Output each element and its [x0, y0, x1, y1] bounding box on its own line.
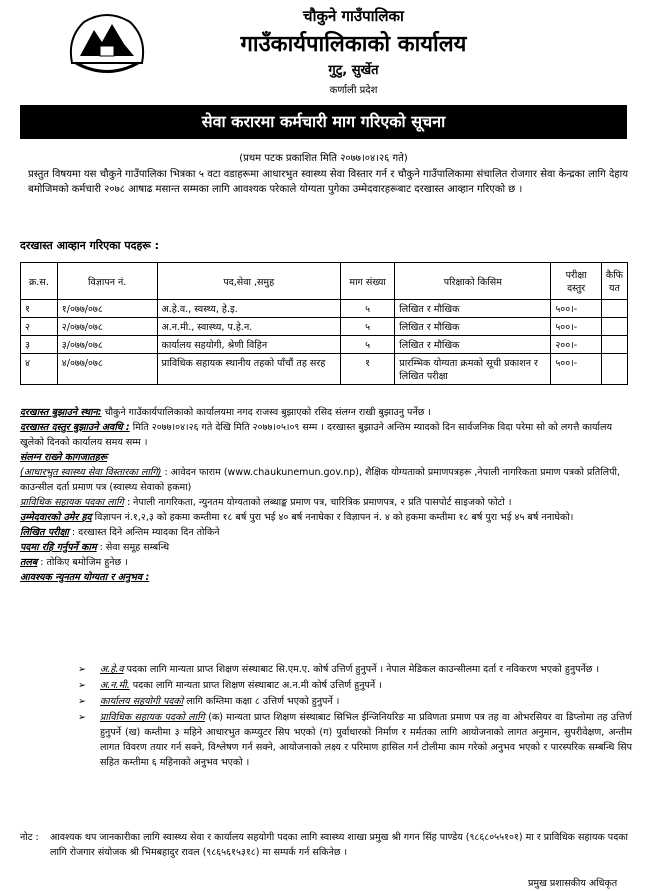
- cell-demand: ५: [340, 318, 394, 336]
- cell-ad-no: २/०७७/०७८: [57, 318, 157, 336]
- arrow-bullet-icon: ➢: [78, 712, 86, 723]
- list-item: ➢ अ.हे.व पदका लागि मान्यता प्राप्त शिक्षण संस्थाबाट सि.एम.ए. कोर्ष उत्तिर्ण हुनुपर्ने । नेपाल मेडिकल काउन्सीलमा दर्ता र नविकरण भएको हुनुपर्नेछ ।: [78, 664, 600, 675]
- job-duty: पदमा रहि गर्नुपर्ने काम : सेवा समूह सम्बन्धि: [20, 542, 170, 553]
- salary: तलब : तोकिए बमोजिम हुनेछ ।: [20, 557, 128, 568]
- cell-post: अ.हे.व., स्वस्थ्य, हे.इ.: [157, 300, 340, 318]
- posts-table: [20, 262, 628, 385]
- posts-subheading: दरखास्त आव्हान गरिएका पदहरू :: [20, 239, 160, 252]
- signatory-title: प्रमुख प्रशासकीय अधिकृत: [528, 878, 618, 889]
- note-section: [20, 830, 628, 860]
- list-item: ➢ प्राविधिक सहायक पदको लागि (क) मान्यता प्राप्त शिक्षण संस्थाबाट सिभिल ईन्जिनियरिङ मा प्रविणता प्रमाण पत्र तह वा ओभरसियर वा डिप्लोमा तह उत्तिर्ण हुनुपर्ने (ख) कम्तीमा ३ महिने आधारभुत कम्प्युटर सिप भएको (ग) पुर्वाधारको निर्माण र मर्मतका लागि आयोजनाको लागत अनुमान, सुपरीवेक्षण, अन्तीम लागत विवरण तयार गर्न सक्ने, विश्लेषण गर्न सक्ने, आयोजनाको लक्ष्य र परिमाण हासिल गर्न टोलीमा काम गरेको अनुभव भएको र पारस्परिक सम्बन्धि सिप सहित कम्तीमा ६ महिनाको अनुभव भएको ।: [78, 712, 632, 768]
- office-location: गुटु, सुर्खेत: [328, 63, 379, 78]
- col-ad-no: विज्ञापन नं.: [57, 263, 157, 300]
- list-item: ➢ अ.न.मी. पदका लागि मान्यता प्राप्त शिक्षण संस्थाबाट अ.न.मी कोर्ष उत्तिर्ण हुनुपर्ने ।: [78, 680, 382, 691]
- arrow-bullet-icon: ➢: [78, 696, 86, 707]
- note-label: नोट :: [20, 832, 39, 843]
- basic-health-docs: (आधारभुत स्वास्थ्य सेवा विस्तारका लागि) : आवेदन फाराम (www.chaukunemun.gov.np), शैक्षिक योग्यताको प्रमाणपत्रहरू ,नेपाली नागरिकता प्रमाण पत्रको प्रतिलिपी, काउन्सील दर्ता प्रमाण पत्र (स्वास्थ्य सेवाको हकमा): [20, 467, 620, 493]
- written-exam: लिखित परीक्षा : दरखास्त दिने अन्तिम म्यादका दिन तोकिने: [20, 527, 220, 538]
- cell-sn: ४: [21, 354, 58, 385]
- arrow-bullet-icon: ➢: [78, 664, 86, 675]
- cell-fee: ५००।-: [551, 300, 602, 318]
- notice-body: [20, 405, 630, 585]
- submit-period: दरखास्त दस्तुर बुझाउने अवधि : मिति २०७७।०४।२६ गते देखि मिति २०७७।०५।०९ सम्म । दरखास्त बुझाउने अन्तिम म्यादको दिन सार्वजनिक विदा परेमा सो को लगत्तै कार्यालय खुलेको दिनको कार्यालय समय सम्म ।: [20, 422, 612, 448]
- cell-fee: ५००।-: [551, 354, 602, 385]
- qualification-heading: आवश्यक न्युनतम योग्यता र अनुभव :: [20, 572, 150, 583]
- tech-assistant-docs: प्राविधिक सहायक पदका लागि : नेपाली नागरिकता, न्युनतम योग्यताको लब्धाङ्क प्रमाण पत्र, चारित्रिक प्रमाणपत्र, २ प्रति पासपोर्ट साइजको फोटो ।: [20, 497, 512, 508]
- cell-remarks: [601, 318, 627, 336]
- cell-ad-no: ४/०७७/०७८: [57, 354, 157, 385]
- cell-sn: १: [21, 300, 58, 318]
- cell-ad-no: १/०७७/०७८: [57, 300, 157, 318]
- cell-exam-type: लिखित र मौखिक: [395, 336, 551, 354]
- cell-demand: १: [340, 354, 394, 385]
- arrow-bullet-icon: ➢: [78, 680, 86, 691]
- col-demand: माग संख्या: [340, 263, 394, 300]
- table-row: [21, 336, 628, 354]
- submit-place: दरखास्त बुझाउने स्थान: चौकुने गाउँकार्यपालिकाको कार्यालयमा नगद राजस्व बुझाएको रसिद संलग्न राखी बुझाउनु पर्नेछ ।: [20, 407, 432, 418]
- table-header-row: [21, 263, 628, 300]
- cell-sn: २: [21, 318, 58, 336]
- letterhead: [0, 0, 647, 100]
- notice-title-banner: सेवा करारमा कर्मचारी माग गरिएको सूचना: [20, 105, 627, 139]
- table-row: [21, 354, 628, 385]
- col-remarks: कैफि यत: [601, 263, 627, 300]
- cell-exam-type: लिखित र मौखिक: [395, 318, 551, 336]
- qualification-list: [78, 662, 632, 771]
- age-limit: उम्मेदवारको उमेर हद विज्ञापन नं.१,२,३ को हकमा कम्तीमा १८ बर्ष पुरा भई ४० बर्ष ननाघेका र विज्ञापन नं. ४ को हकमा कम्तीमा १८ बर्ष पुरा भई ४५ बर्ष ननाघेको।: [20, 512, 574, 523]
- col-sn: क्र.स.: [21, 263, 58, 300]
- col-fee: परीक्षा दस्तुर: [551, 263, 602, 300]
- cell-remarks: [601, 300, 627, 318]
- intro-paragraph: प्रस्तुत विषयमा यस चौकुने गाउँपालिका भित्रका ५ वटा वडाहरूमा आधारभुत स्वास्थ्य सेवा विस्तार गर्न र चौकुने गाउँपालिकामा संचालित रोजगार सेवा केन्द्रका लागि देहाय बमोजिमको कर्मचारी २०७८ आषाढ मसान्त सम्मका लागि आवश्यक परेकाले योग्यता पुगेका उम्मेदवारहरूबाट दरखास्त आव्हान गरिएको छ ।: [28, 169, 628, 195]
- cell-fee: २००।-: [551, 336, 602, 354]
- cell-sn: ३: [21, 336, 58, 354]
- municipality-name: चौकुने गाउँपालिका: [303, 7, 404, 25]
- cell-ad-no: ३/०७७/०७८: [57, 336, 157, 354]
- cell-post: कार्यालय सहयोगी, श्रेणी विहिन: [157, 336, 340, 354]
- cell-exam-type: लिखित र मौखिक: [395, 300, 551, 318]
- col-post: पद,सेवा ,समुह: [157, 263, 340, 300]
- cell-post: अ.न.मी., स्वास्थ्य, प.हे.न.: [157, 318, 340, 336]
- col-exam-type: परिक्षाको किसिम: [395, 263, 551, 300]
- attachments-heading: संलग्न राख्ने कागजातहरू: [20, 452, 108, 463]
- publication-date: (प्रथम पटक प्रकाशित मिति २०७७।०४।२६ गते): [239, 153, 408, 164]
- office-name: गाउँकार्यपालिकाको कार्यालय: [240, 32, 467, 57]
- list-item: ➢ कार्यालय सहयोगी पदको लागि कम्तिमा कक्षा ८ उत्तिर्ण भएको हुनुपर्ने ।: [78, 696, 340, 707]
- cell-post: प्राविधिक सहायक स्थानीय तहको पाँचौं तह सरह: [157, 354, 340, 385]
- cell-exam-type: प्रारम्भिक योग्यता क्रमको सूची प्रकाशन र लिखित परीक्षा: [395, 354, 551, 385]
- cell-fee: ५००।-: [551, 318, 602, 336]
- table-row: [21, 318, 628, 336]
- table-row: [21, 300, 628, 318]
- cell-remarks: [601, 354, 627, 385]
- cell-remarks: [601, 336, 627, 354]
- cell-demand: ५: [340, 300, 394, 318]
- province-name: कर्णाली प्रदेश: [329, 85, 378, 96]
- note-text: आवश्यक थप जानकारीका लागि स्वास्थ्य सेवा र कार्यालय सहयोगी पदका लागि स्वास्थ्य शाखा प्रमुख श्री गगन सिंह पाण्डेय (९८६८०५५१०१) मा र प्राविधिक सहायक पदका लागि रोजगार संयोजक श्री भिमबहादुर रावल (९८६५६१५३१८) मा सम्पर्क गर्न सकिनेछ ।: [50, 832, 628, 858]
- cell-demand: ५: [340, 336, 394, 354]
